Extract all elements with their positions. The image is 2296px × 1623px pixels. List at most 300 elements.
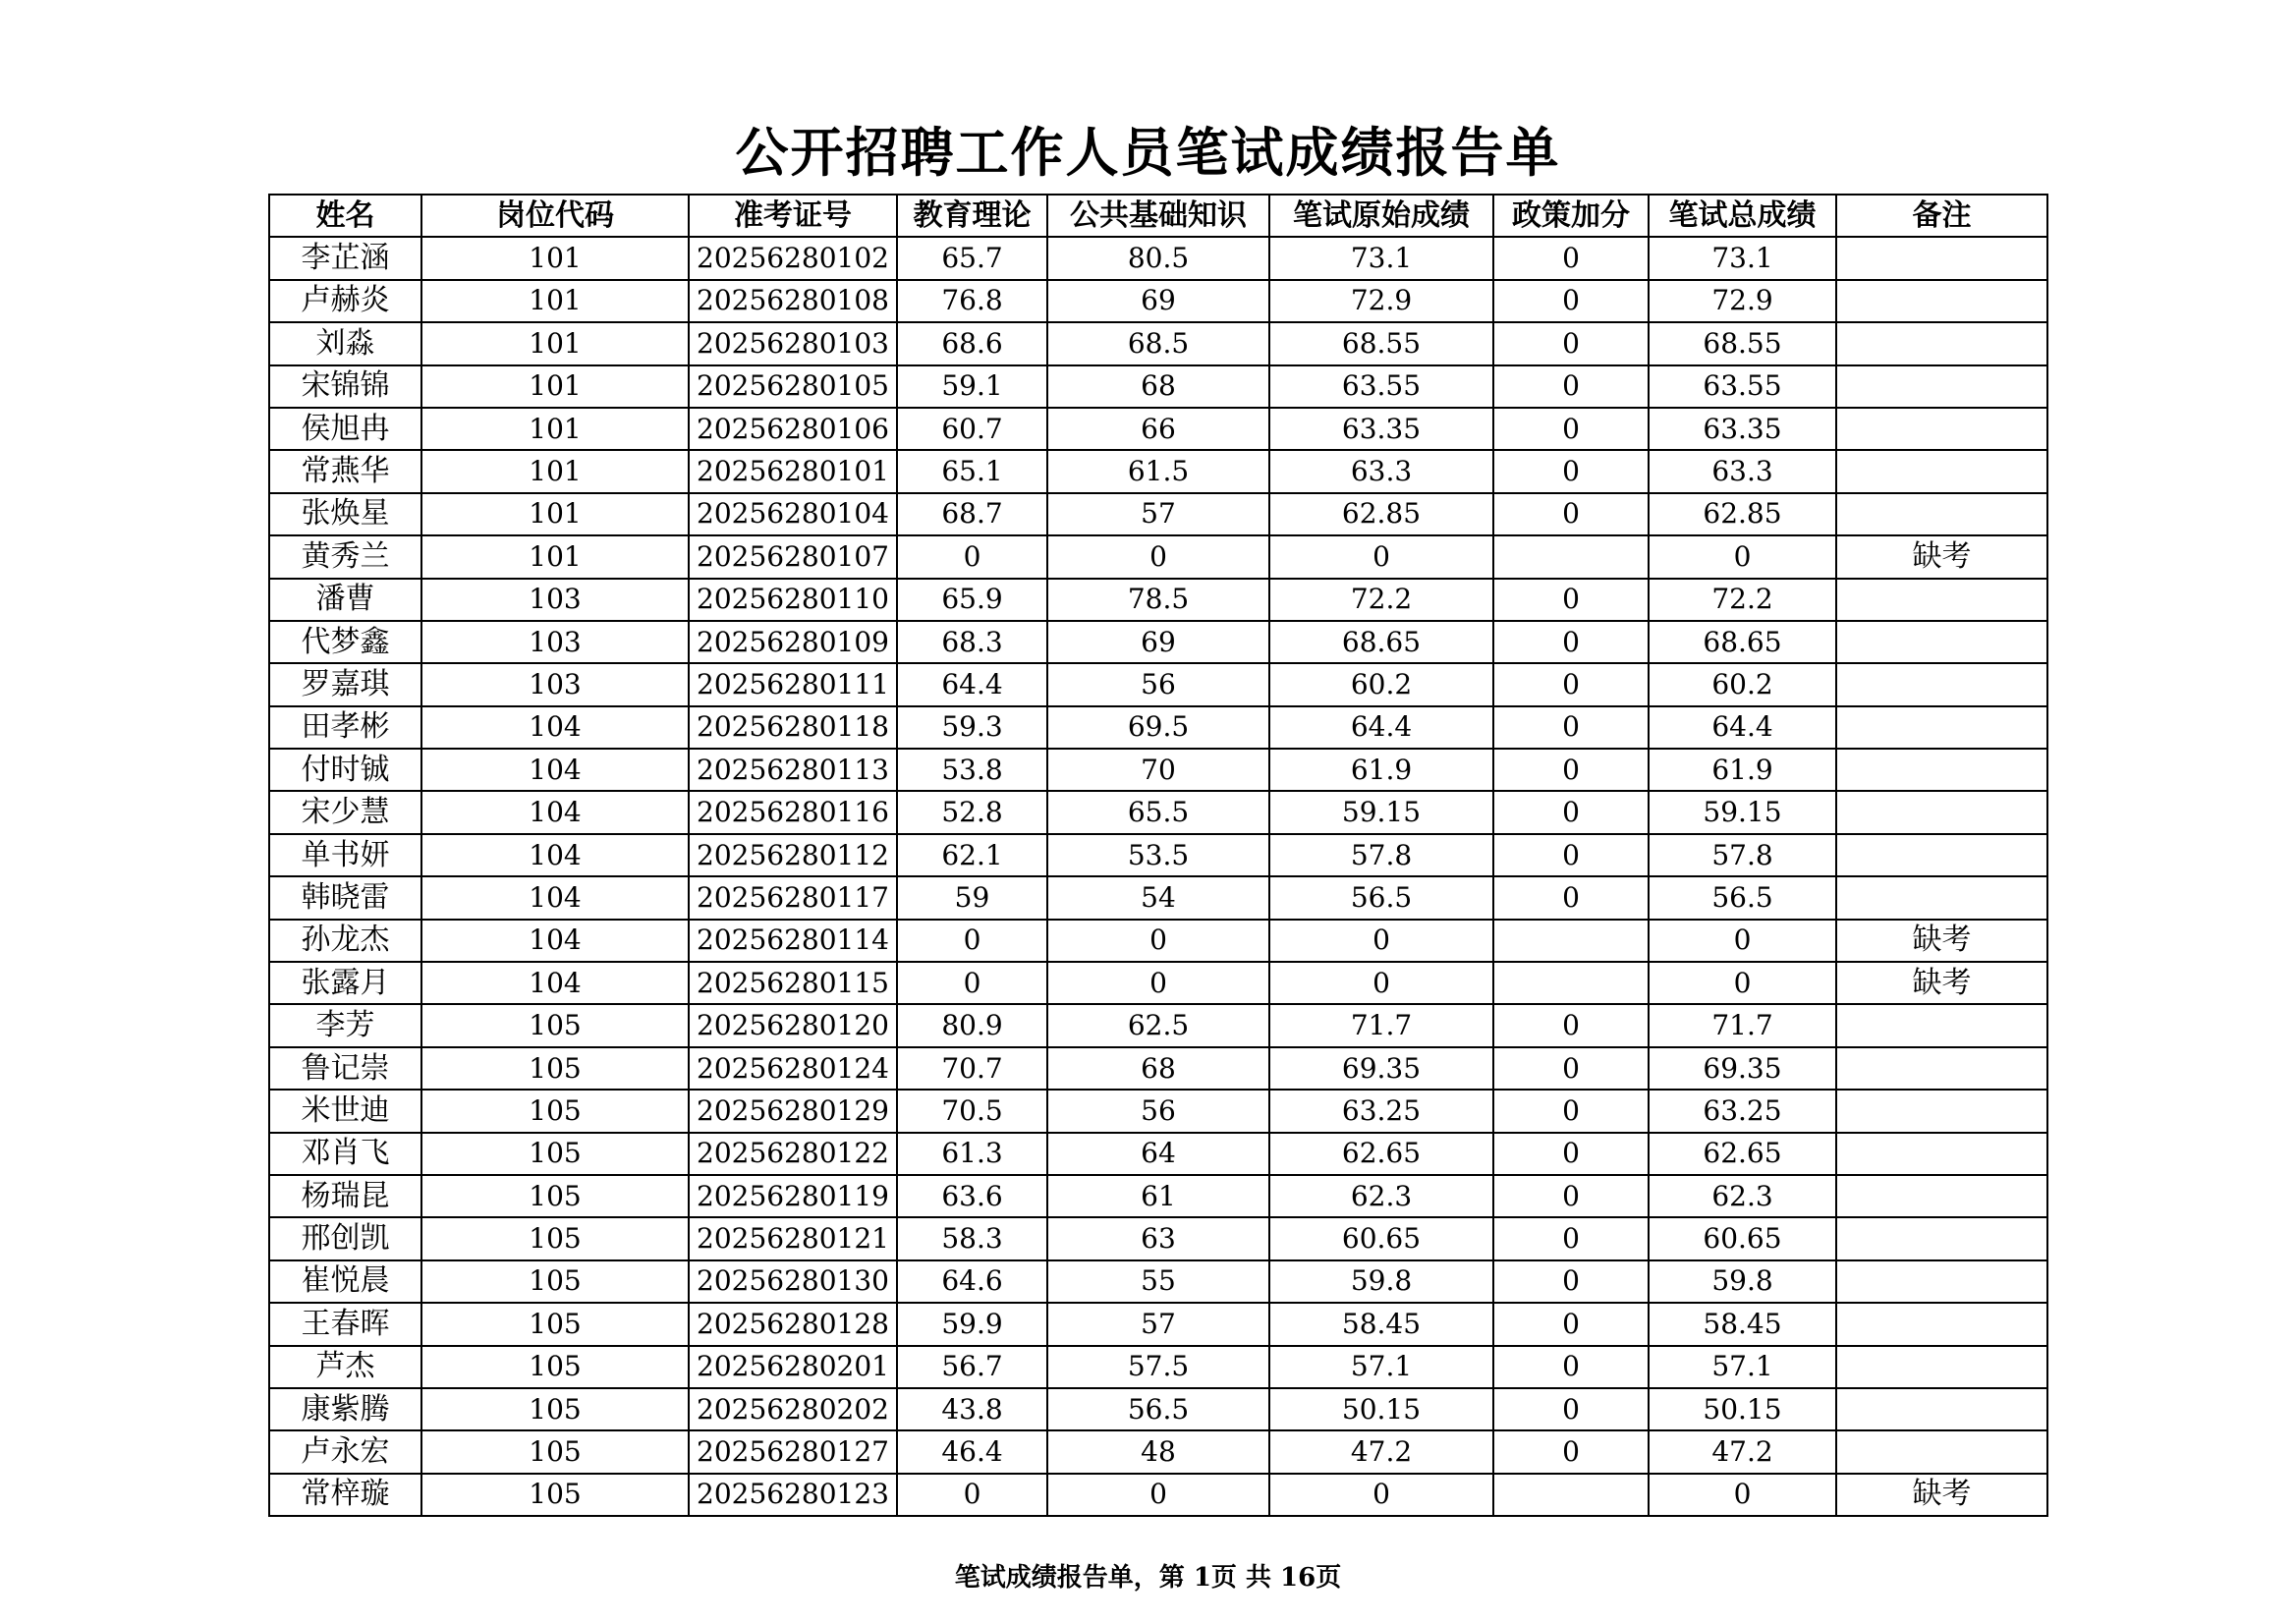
- cell-position-code: 101: [421, 493, 689, 535]
- cell-exam-number: 20256280101: [689, 450, 897, 492]
- cell-public-knowledge: 54: [1047, 876, 1269, 919]
- cell-public-knowledge: 57: [1047, 493, 1269, 535]
- cell-policy-bonus: 0: [1493, 579, 1649, 621]
- column-header-raw-score: 笔试原始成绩: [1269, 195, 1493, 237]
- cell-public-knowledge: 56.5: [1047, 1388, 1269, 1430]
- cell-total-score: 0: [1649, 962, 1836, 1004]
- cell-public-knowledge: 56: [1047, 663, 1269, 705]
- cell-policy-bonus: [1493, 535, 1649, 578]
- cell-raw-score: 61.9: [1269, 749, 1493, 791]
- score-table: [268, 194, 2048, 1517]
- cell-name: 鲁记崇: [269, 1047, 421, 1090]
- table-row: [269, 450, 2047, 492]
- cell-position-code: 101: [421, 408, 689, 450]
- cell-position-code: 105: [421, 1090, 689, 1132]
- table-row: [269, 1303, 2047, 1345]
- cell-remarks: [1836, 1133, 2047, 1175]
- cell-policy-bonus: 0: [1493, 1388, 1649, 1430]
- cell-policy-bonus: 0: [1493, 791, 1649, 833]
- cell-policy-bonus: 0: [1493, 365, 1649, 408]
- cell-policy-bonus: 0: [1493, 450, 1649, 492]
- cell-remarks: 缺考: [1836, 962, 2047, 1004]
- cell-name: 杨瑞昆: [269, 1175, 421, 1217]
- cell-remarks: [1836, 493, 2047, 535]
- cell-name: 宋少慧: [269, 791, 421, 833]
- cell-exam-number: 20256280106: [689, 408, 897, 450]
- cell-total-score: 64.4: [1649, 706, 1836, 749]
- cell-name: 田孝彬: [269, 706, 421, 749]
- cell-public-knowledge: 48: [1047, 1430, 1269, 1473]
- cell-education-theory: 60.7: [897, 408, 1047, 450]
- cell-name: 张露月: [269, 962, 421, 1004]
- cell-exam-number: 20256280122: [689, 1133, 897, 1175]
- column-header-public-knowledge: 公共基础知识: [1047, 195, 1269, 237]
- cell-exam-number: 20256280113: [689, 749, 897, 791]
- cell-total-score: 68.65: [1649, 621, 1836, 663]
- cell-remarks: [1836, 1388, 2047, 1430]
- table-row: [269, 1388, 2047, 1430]
- cell-position-code: 104: [421, 749, 689, 791]
- cell-exam-number: 20256280111: [689, 663, 897, 705]
- cell-exam-number: 20256280123: [689, 1474, 897, 1516]
- cell-education-theory: 80.9: [897, 1004, 1047, 1046]
- cell-position-code: 101: [421, 322, 689, 364]
- cell-public-knowledge: 66: [1047, 408, 1269, 450]
- cell-remarks: [1836, 834, 2047, 876]
- cell-education-theory: 65.9: [897, 579, 1047, 621]
- cell-total-score: 63.3: [1649, 450, 1836, 492]
- cell-name: 刘淼: [269, 322, 421, 364]
- table-row: [269, 1133, 2047, 1175]
- cell-remarks: [1836, 1260, 2047, 1303]
- cell-position-code: 103: [421, 579, 689, 621]
- cell-total-score: 0: [1649, 535, 1836, 578]
- cell-raw-score: 60.2: [1269, 663, 1493, 705]
- cell-public-knowledge: 68: [1047, 365, 1269, 408]
- cell-raw-score: 73.1: [1269, 237, 1493, 279]
- cell-total-score: 72.9: [1649, 280, 1836, 322]
- cell-public-knowledge: 57.5: [1047, 1346, 1269, 1388]
- table-row: [269, 749, 2047, 791]
- cell-remarks: [1836, 876, 2047, 919]
- cell-total-score: 69.35: [1649, 1047, 1836, 1090]
- cell-name: 潘曹: [269, 579, 421, 621]
- cell-exam-number: 20256280128: [689, 1303, 897, 1345]
- cell-exam-number: 20256280124: [689, 1047, 897, 1090]
- cell-public-knowledge: 78.5: [1047, 579, 1269, 621]
- page-footer: 笔试成绩报告单，第 1页 共 16页: [954, 1563, 1342, 1593]
- cell-total-score: 62.85: [1649, 493, 1836, 535]
- cell-remarks: [1836, 1346, 2047, 1388]
- cell-policy-bonus: 0: [1493, 1430, 1649, 1473]
- cell-raw-score: 64.4: [1269, 706, 1493, 749]
- cell-education-theory: 46.4: [897, 1430, 1047, 1473]
- cell-education-theory: 65.1: [897, 450, 1047, 492]
- cell-name: 常燕华: [269, 450, 421, 492]
- column-header-total-score: 笔试总成绩: [1649, 195, 1836, 237]
- table-row: [269, 1047, 2047, 1090]
- cell-total-score: 60.65: [1649, 1217, 1836, 1259]
- cell-public-knowledge: 0: [1047, 535, 1269, 578]
- cell-policy-bonus: [1493, 920, 1649, 962]
- cell-exam-number: 20256280102: [689, 237, 897, 279]
- cell-exam-number: 20256280127: [689, 1430, 897, 1473]
- cell-remarks: [1836, 322, 2047, 364]
- cell-position-code: 105: [421, 1303, 689, 1345]
- cell-policy-bonus: 0: [1493, 1175, 1649, 1217]
- cell-policy-bonus: 0: [1493, 1260, 1649, 1303]
- cell-policy-bonus: 0: [1493, 706, 1649, 749]
- cell-policy-bonus: 0: [1493, 1303, 1649, 1345]
- cell-total-score: 62.65: [1649, 1133, 1836, 1175]
- cell-remarks: [1836, 408, 2047, 450]
- cell-raw-score: 0: [1269, 920, 1493, 962]
- cell-remarks: [1836, 621, 2047, 663]
- cell-raw-score: 50.15: [1269, 1388, 1493, 1430]
- cell-education-theory: 59.3: [897, 706, 1047, 749]
- cell-education-theory: 52.8: [897, 791, 1047, 833]
- cell-remarks: [1836, 450, 2047, 492]
- cell-policy-bonus: 0: [1493, 408, 1649, 450]
- column-header-policy-bonus: 政策加分: [1493, 195, 1649, 237]
- cell-remarks: [1836, 237, 2047, 279]
- cell-remarks: [1836, 791, 2047, 833]
- cell-total-score: 72.2: [1649, 579, 1836, 621]
- table-row: [269, 1260, 2047, 1303]
- cell-total-score: 59.15: [1649, 791, 1836, 833]
- cell-name: 孙龙杰: [269, 920, 421, 962]
- table-body: [269, 237, 2047, 1516]
- table-row: [269, 876, 2047, 919]
- column-header-remarks: 备注: [1836, 195, 2047, 237]
- cell-name: 韩晓雷: [269, 876, 421, 919]
- table-row: [269, 791, 2047, 833]
- cell-policy-bonus: [1493, 1474, 1649, 1516]
- cell-exam-number: 20256280117: [689, 876, 897, 919]
- cell-education-theory: 0: [897, 962, 1047, 1004]
- cell-position-code: 104: [421, 962, 689, 1004]
- cell-raw-score: 63.55: [1269, 365, 1493, 408]
- cell-education-theory: 65.7: [897, 237, 1047, 279]
- cell-total-score: 57.1: [1649, 1346, 1836, 1388]
- cell-raw-score: 60.65: [1269, 1217, 1493, 1259]
- cell-position-code: 101: [421, 280, 689, 322]
- cell-raw-score: 71.7: [1269, 1004, 1493, 1046]
- table-row: [269, 408, 2047, 450]
- cell-position-code: 104: [421, 706, 689, 749]
- table-row: [269, 1430, 2047, 1473]
- cell-raw-score: 62.3: [1269, 1175, 1493, 1217]
- cell-policy-bonus: 0: [1493, 1090, 1649, 1132]
- cell-name: 侯旭冉: [269, 408, 421, 450]
- cell-name: 宋锦锦: [269, 365, 421, 408]
- cell-position-code: 105: [421, 1474, 689, 1516]
- cell-remarks: [1836, 1004, 2047, 1046]
- cell-total-score: 62.3: [1649, 1175, 1836, 1217]
- cell-remarks: [1836, 749, 2047, 791]
- cell-public-knowledge: 0: [1047, 962, 1269, 1004]
- cell-position-code: 105: [421, 1217, 689, 1259]
- cell-exam-number: 20256280120: [689, 1004, 897, 1046]
- cell-policy-bonus: 0: [1493, 1346, 1649, 1388]
- cell-public-knowledge: 56: [1047, 1090, 1269, 1132]
- cell-position-code: 103: [421, 663, 689, 705]
- cell-policy-bonus: 0: [1493, 493, 1649, 535]
- cell-raw-score: 57.8: [1269, 834, 1493, 876]
- cell-exam-number: 20256280110: [689, 579, 897, 621]
- cell-name: 崔悦晨: [269, 1260, 421, 1303]
- cell-exam-number: 20256280109: [689, 621, 897, 663]
- cell-name: 李芳: [269, 1004, 421, 1046]
- cell-remarks: [1836, 365, 2047, 408]
- cell-position-code: 105: [421, 1004, 689, 1046]
- cell-position-code: 105: [421, 1430, 689, 1473]
- cell-total-score: 71.7: [1649, 1004, 1836, 1046]
- cell-total-score: 57.8: [1649, 834, 1836, 876]
- cell-raw-score: 63.3: [1269, 450, 1493, 492]
- table-row: [269, 1217, 2047, 1259]
- cell-public-knowledge: 0: [1047, 1474, 1269, 1516]
- cell-exam-number: 20256280112: [689, 834, 897, 876]
- cell-total-score: 50.15: [1649, 1388, 1836, 1430]
- table-row: [269, 1090, 2047, 1132]
- cell-public-knowledge: 70: [1047, 749, 1269, 791]
- cell-education-theory: 76.8: [897, 280, 1047, 322]
- cell-exam-number: 20256280121: [689, 1217, 897, 1259]
- cell-name: 康紫腾: [269, 1388, 421, 1430]
- cell-raw-score: 47.2: [1269, 1430, 1493, 1473]
- table-row: [269, 1004, 2047, 1046]
- column-header-position-code: 岗位代码: [421, 195, 689, 237]
- table-row: [269, 621, 2047, 663]
- cell-remarks: 缺考: [1836, 920, 2047, 962]
- cell-public-knowledge: 62.5: [1047, 1004, 1269, 1046]
- cell-exam-number: 20256280114: [689, 920, 897, 962]
- cell-policy-bonus: 0: [1493, 1047, 1649, 1090]
- cell-education-theory: 43.8: [897, 1388, 1047, 1430]
- cell-public-knowledge: 61.5: [1047, 450, 1269, 492]
- cell-public-knowledge: 69: [1047, 280, 1269, 322]
- cell-public-knowledge: 68: [1047, 1047, 1269, 1090]
- cell-position-code: 103: [421, 621, 689, 663]
- table-row: [269, 1474, 2047, 1516]
- cell-education-theory: 0: [897, 535, 1047, 578]
- cell-position-code: 104: [421, 834, 689, 876]
- cell-education-theory: 59: [897, 876, 1047, 919]
- cell-total-score: 63.35: [1649, 408, 1836, 450]
- document-title: 公开招聘工作人员笔试成绩报告单: [735, 121, 1561, 184]
- cell-position-code: 104: [421, 791, 689, 833]
- cell-exam-number: 20256280129: [689, 1090, 897, 1132]
- cell-education-theory: 0: [897, 920, 1047, 962]
- cell-position-code: 101: [421, 237, 689, 279]
- table-row: [269, 1175, 2047, 1217]
- cell-position-code: 104: [421, 876, 689, 919]
- table-row: [269, 322, 2047, 364]
- cell-position-code: 105: [421, 1260, 689, 1303]
- cell-education-theory: 70.5: [897, 1090, 1047, 1132]
- cell-public-knowledge: 55: [1047, 1260, 1269, 1303]
- cell-total-score: 60.2: [1649, 663, 1836, 705]
- cell-exam-number: 20256280118: [689, 706, 897, 749]
- cell-raw-score: 62.85: [1269, 493, 1493, 535]
- cell-raw-score: 56.5: [1269, 876, 1493, 919]
- cell-name: 芦杰: [269, 1346, 421, 1388]
- cell-remarks: [1836, 579, 2047, 621]
- cell-total-score: 47.2: [1649, 1430, 1836, 1473]
- cell-education-theory: 61.3: [897, 1133, 1047, 1175]
- cell-total-score: 56.5: [1649, 876, 1836, 919]
- cell-education-theory: 68.6: [897, 322, 1047, 364]
- cell-total-score: 0: [1649, 1474, 1836, 1516]
- cell-name: 米世迪: [269, 1090, 421, 1132]
- column-header-name: 姓名: [269, 195, 421, 237]
- cell-education-theory: 59.1: [897, 365, 1047, 408]
- cell-position-code: 105: [421, 1047, 689, 1090]
- cell-name: 常梓璇: [269, 1474, 421, 1516]
- cell-raw-score: 0: [1269, 962, 1493, 1004]
- cell-position-code: 101: [421, 535, 689, 578]
- cell-total-score: 73.1: [1649, 237, 1836, 279]
- cell-name: 罗嘉琪: [269, 663, 421, 705]
- cell-exam-number: 20256280107: [689, 535, 897, 578]
- cell-position-code: 104: [421, 920, 689, 962]
- cell-name: 李芷涵: [269, 237, 421, 279]
- cell-name: 邢创凯: [269, 1217, 421, 1259]
- cell-remarks: [1836, 663, 2047, 705]
- cell-remarks: 缺考: [1836, 535, 2047, 578]
- cell-policy-bonus: 0: [1493, 663, 1649, 705]
- cell-public-knowledge: 53.5: [1047, 834, 1269, 876]
- table-row: [269, 962, 2047, 1004]
- cell-education-theory: 62.1: [897, 834, 1047, 876]
- cell-policy-bonus: 0: [1493, 1133, 1649, 1175]
- cell-exam-number: 20256280119: [689, 1175, 897, 1217]
- cell-name: 单书妍: [269, 834, 421, 876]
- cell-exam-number: 20256280202: [689, 1388, 897, 1430]
- cell-education-theory: 56.7: [897, 1346, 1047, 1388]
- cell-education-theory: 70.7: [897, 1047, 1047, 1090]
- cell-education-theory: 59.9: [897, 1303, 1047, 1345]
- table-row: [269, 237, 2047, 279]
- cell-raw-score: 0: [1269, 1474, 1493, 1516]
- cell-policy-bonus: [1493, 962, 1649, 1004]
- table-row: [269, 1346, 2047, 1388]
- cell-education-theory: 68.3: [897, 621, 1047, 663]
- cell-remarks: [1836, 1217, 2047, 1259]
- cell-position-code: 101: [421, 450, 689, 492]
- cell-remarks: [1836, 1303, 2047, 1345]
- table-row: [269, 920, 2047, 962]
- cell-total-score: 63.25: [1649, 1090, 1836, 1132]
- cell-public-knowledge: 0: [1047, 920, 1269, 962]
- cell-policy-bonus: 0: [1493, 749, 1649, 791]
- cell-raw-score: 68.65: [1269, 621, 1493, 663]
- cell-public-knowledge: 65.5: [1047, 791, 1269, 833]
- cell-exam-number: 20256280108: [689, 280, 897, 322]
- cell-exam-number: 20256280116: [689, 791, 897, 833]
- cell-position-code: 105: [421, 1133, 689, 1175]
- cell-remarks: [1836, 1090, 2047, 1132]
- cell-raw-score: 69.35: [1269, 1047, 1493, 1090]
- cell-policy-bonus: 0: [1493, 1217, 1649, 1259]
- cell-public-knowledge: 64: [1047, 1133, 1269, 1175]
- cell-remarks: [1836, 1175, 2047, 1217]
- cell-education-theory: 53.8: [897, 749, 1047, 791]
- cell-position-code: 105: [421, 1175, 689, 1217]
- column-header-exam-number: 准考证号: [689, 195, 897, 237]
- table-row: [269, 706, 2047, 749]
- cell-position-code: 101: [421, 365, 689, 408]
- cell-raw-score: 63.25: [1269, 1090, 1493, 1132]
- cell-raw-score: 59.15: [1269, 791, 1493, 833]
- cell-exam-number: 20256280104: [689, 493, 897, 535]
- cell-name: 王春晖: [269, 1303, 421, 1345]
- cell-raw-score: 0: [1269, 535, 1493, 578]
- cell-remarks: [1836, 1047, 2047, 1090]
- cell-exam-number: 20256280115: [689, 962, 897, 1004]
- cell-policy-bonus: 0: [1493, 621, 1649, 663]
- cell-raw-score: 72.9: [1269, 280, 1493, 322]
- cell-policy-bonus: 0: [1493, 876, 1649, 919]
- cell-total-score: 59.8: [1649, 1260, 1836, 1303]
- cell-name: 黄秀兰: [269, 535, 421, 578]
- cell-public-knowledge: 61: [1047, 1175, 1269, 1217]
- cell-raw-score: 72.2: [1269, 579, 1493, 621]
- cell-exam-number: 20256280130: [689, 1260, 897, 1303]
- table-row: [269, 579, 2047, 621]
- cell-policy-bonus: 0: [1493, 280, 1649, 322]
- cell-raw-score: 63.35: [1269, 408, 1493, 450]
- cell-education-theory: 64.6: [897, 1260, 1047, 1303]
- cell-position-code: 105: [421, 1388, 689, 1430]
- cell-raw-score: 59.8: [1269, 1260, 1493, 1303]
- cell-total-score: 63.55: [1649, 365, 1836, 408]
- cell-remarks: [1836, 280, 2047, 322]
- cell-raw-score: 58.45: [1269, 1303, 1493, 1345]
- column-header-education-theory: 教育理论: [897, 195, 1047, 237]
- cell-name: 邓肖飞: [269, 1133, 421, 1175]
- table-row: [269, 834, 2047, 876]
- cell-education-theory: 68.7: [897, 493, 1047, 535]
- cell-total-score: 61.9: [1649, 749, 1836, 791]
- cell-public-knowledge: 63: [1047, 1217, 1269, 1259]
- cell-raw-score: 68.55: [1269, 322, 1493, 364]
- cell-raw-score: 62.65: [1269, 1133, 1493, 1175]
- table-row: [269, 280, 2047, 322]
- cell-position-code: 105: [421, 1346, 689, 1388]
- cell-total-score: 58.45: [1649, 1303, 1836, 1345]
- cell-public-knowledge: 69: [1047, 621, 1269, 663]
- cell-education-theory: 58.3: [897, 1217, 1047, 1259]
- cell-exam-number: 20256280103: [689, 322, 897, 364]
- cell-remarks: 缺考: [1836, 1474, 2047, 1516]
- table-row: [269, 365, 2047, 408]
- cell-public-knowledge: 57: [1047, 1303, 1269, 1345]
- cell-remarks: [1836, 706, 2047, 749]
- cell-total-score: 68.55: [1649, 322, 1836, 364]
- cell-public-knowledge: 68.5: [1047, 322, 1269, 364]
- table-row: [269, 493, 2047, 535]
- cell-name: 付时铖: [269, 749, 421, 791]
- table-header-row: [269, 195, 2047, 237]
- cell-public-knowledge: 69.5: [1047, 706, 1269, 749]
- cell-policy-bonus: 0: [1493, 322, 1649, 364]
- cell-remarks: [1836, 1430, 2047, 1473]
- cell-education-theory: 64.4: [897, 663, 1047, 705]
- cell-exam-number: 20256280105: [689, 365, 897, 408]
- cell-raw-score: 57.1: [1269, 1346, 1493, 1388]
